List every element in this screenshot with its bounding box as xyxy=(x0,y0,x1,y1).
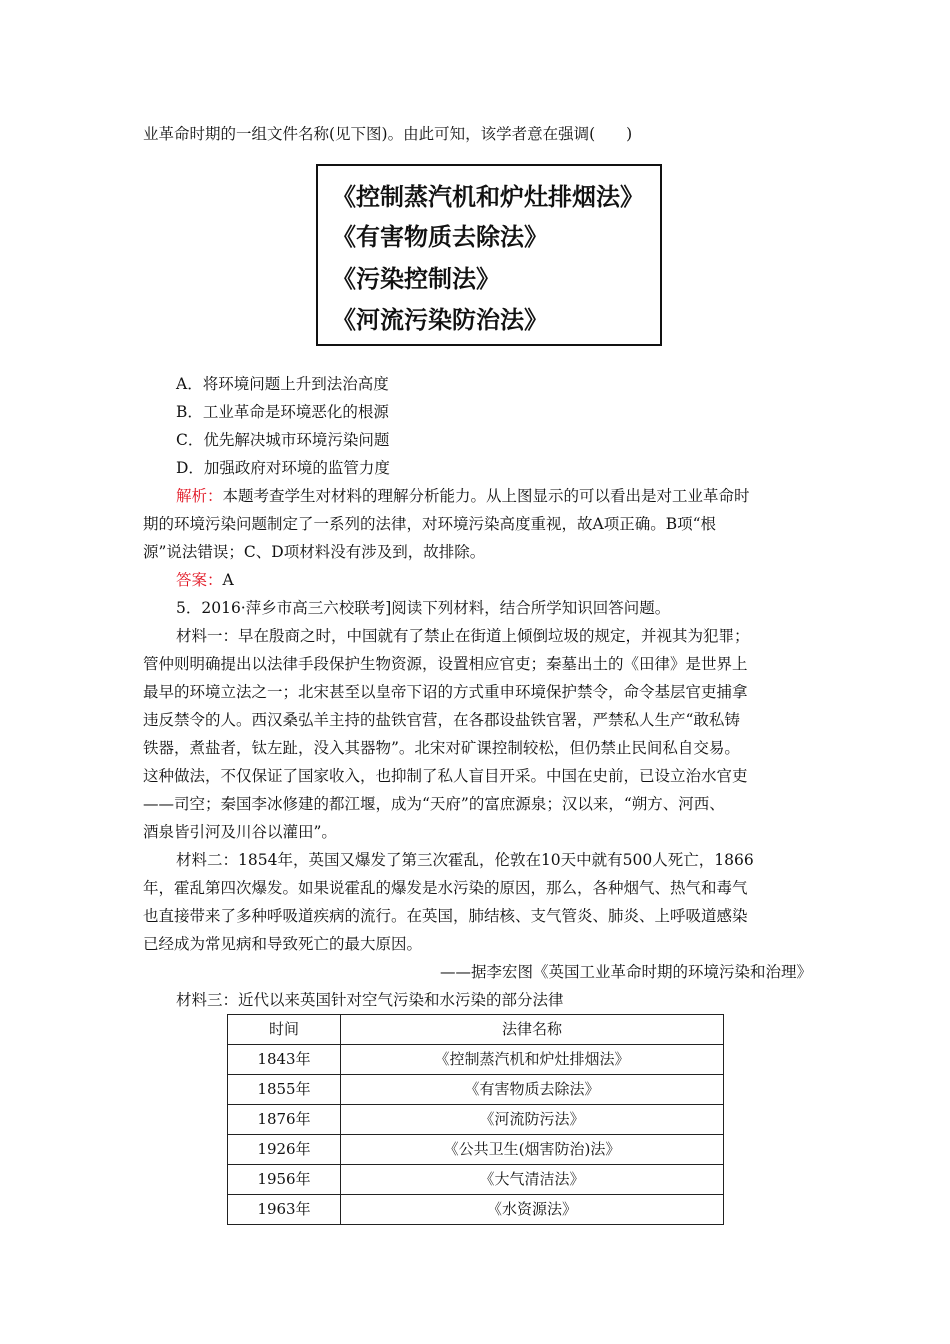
material-1-line: 铁器，煮盐者，钛左趾，没入其器物”。北宋对矿课控制较松，但仍禁止民间私自交易。 xyxy=(143,739,740,757)
table-row xyxy=(228,1195,724,1225)
table-row xyxy=(228,1075,724,1105)
table-cell-year: 1843年 xyxy=(228,1045,341,1075)
table-cell-year: 1963年 xyxy=(228,1195,341,1225)
material-1-line: 材料一：早在殷商之时，中国就有了禁止在街道上倾倒垃圾的规定，并视其为犯罪； xyxy=(176,627,750,645)
material-1-line: 酒泉皆引河及川谷以灌田”。 xyxy=(143,823,337,841)
answer-value: A xyxy=(222,571,234,589)
analysis-text: 本题考查学生对材料的理解分析能力。从上图显示的可以看出是对工业革命时 xyxy=(222,487,750,505)
box-title: 《河流污染防治法》 xyxy=(332,306,548,334)
table-header-row xyxy=(228,1015,724,1045)
answer-line xyxy=(176,566,234,594)
source-citation: ——据李宏图《英国工业革命时期的环境污染和治理》 xyxy=(439,963,812,981)
table-cell-law: 《公共卫生(烟害防治)法》 xyxy=(341,1135,724,1165)
analysis-line xyxy=(176,482,750,510)
table-cell-law: 《大气清洁法》 xyxy=(341,1165,724,1195)
option-d: D．加强政府对环境的监管力度 xyxy=(176,459,390,477)
table-cell-year: 1926年 xyxy=(228,1135,341,1165)
table-cell-law: 《河流防污法》 xyxy=(341,1105,724,1135)
material-1-line: 这种做法，不仅保证了国家收入，也抑制了私人盲目开采。中国在史前，已设立治水官吏 xyxy=(143,767,748,785)
material-2-line: 材料二：1854年，英国又爆发了第三次霍乱，伦敦在10天中就有500人死亡，1866 xyxy=(176,851,754,869)
table-row xyxy=(228,1045,724,1075)
material-1-line: 最早的环境立法之一；北宋甚至以皇帝下诏的方式重申环境保护禁令，命令基层官吏捕拿 xyxy=(143,683,748,701)
table-cell-law: 《水资源法》 xyxy=(341,1195,724,1225)
material-1-line: ——司空；秦国李冰修建的都江堰，成为“天府”的富庶源泉；汉以来，“朔方、河西、 xyxy=(143,795,725,813)
table-cell-year: 1855年 xyxy=(228,1075,341,1105)
table-row xyxy=(228,1165,724,1195)
analysis-line: 期的环境污染问题制定了一系列的法律，对环境污染高度重视，故A项正确。B项“根 xyxy=(143,515,717,533)
material-3-title: 材料三：近代以来英国针对空气污染和水污染的部分法律 xyxy=(176,991,564,1009)
analysis-label: 解析： xyxy=(176,487,223,505)
document-titles-box xyxy=(316,164,662,346)
table-cell-law: 《有害物质去除法》 xyxy=(341,1075,724,1105)
option-b: B．工业革命是环境恶化的根源 xyxy=(176,403,389,421)
option-a: A．将环境问题上升到法治高度 xyxy=(176,375,389,393)
box-title: 《有害物质去除法》 xyxy=(332,223,548,251)
material-2-line: 年，霍乱第四次爆发。如果说霍乱的爆发是水污染的原因，那么，各种烟气、热气和毒气 xyxy=(143,879,748,897)
question-5-line: 5．2016·萍乡市高三六校联考]阅读下列材料，结合所学知识回答问题。 xyxy=(176,599,671,617)
material-2-line: 也直接带来了多种呼吸道疾病的流行。在英国，肺结核、支气管炎、肺炎、上呼吸道感染 xyxy=(143,907,748,925)
table-cell-year: 1956年 xyxy=(228,1165,341,1195)
material-2-line: 已经成为常见病和导致死亡的最大原因。 xyxy=(143,935,423,953)
table-row xyxy=(228,1105,724,1135)
laws-table xyxy=(227,1014,724,1225)
material-1-line: 管仲则明确提出以法律手段保护生物资源，设置相应官吏；秦墓出土的《田律》是世界上 xyxy=(143,655,748,673)
material-1-line: 违反禁令的人。西汉桑弘羊主持的盐铁官营，在各郡设盐铁官署，严禁私人生产“敢私铸 xyxy=(143,711,740,729)
table-cell-law: 《控制蒸汽机和炉灶排烟法》 xyxy=(341,1045,724,1075)
analysis-line: 源”说法错误；C、D项材料没有涉及到，故排除。 xyxy=(143,543,486,561)
table-row xyxy=(228,1135,724,1165)
table-header-cell: 法律名称 xyxy=(341,1015,724,1045)
table-header-cell: 时间 xyxy=(228,1015,341,1045)
question-intro-line: 业革命时期的一组文件名称(见下图)。由此可知，该学者意在强调( ) xyxy=(143,125,633,143)
box-title: 《污染控制法》 xyxy=(332,265,500,293)
option-c: C．优先解决城市环境污染问题 xyxy=(176,431,390,449)
answer-label: 答案： xyxy=(176,571,223,589)
table-cell-year: 1876年 xyxy=(228,1105,341,1135)
box-title: 《控制蒸汽机和炉灶排烟法》 xyxy=(332,183,644,211)
